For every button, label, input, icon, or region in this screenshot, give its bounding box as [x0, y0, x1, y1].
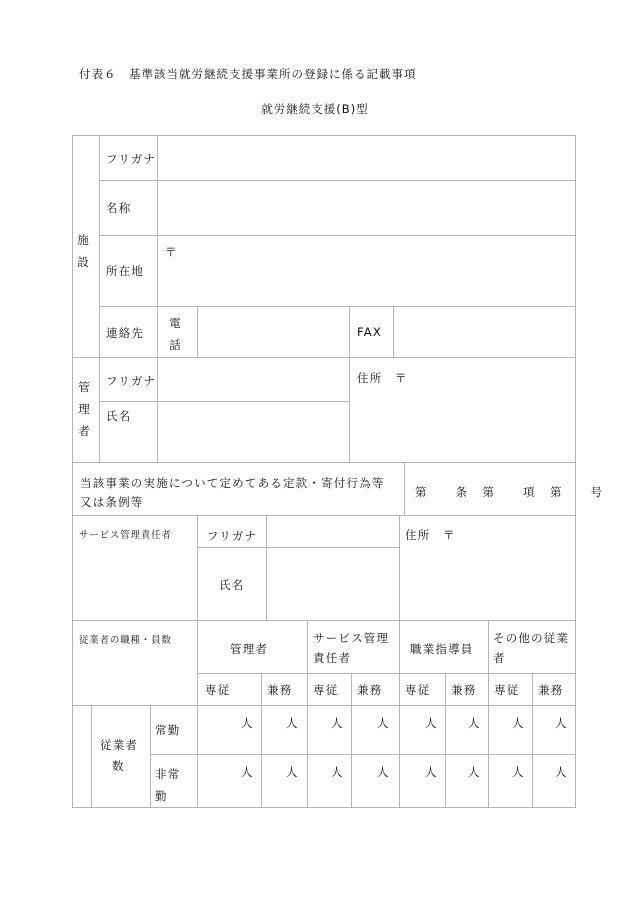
staff-subcol-0-1: 兼務 [267, 683, 293, 697]
manager-furigana-label: フリガナ [106, 374, 157, 388]
staff-count-cell-1-0: 人 [241, 765, 254, 779]
staff-subcol-3-0: 専従 [494, 683, 520, 697]
service-manager-postal-mark: 〒 [443, 528, 456, 542]
staff-count-cell-1-7: 人 [555, 765, 568, 779]
form-subtitle: 就労継続支援(B)型 [261, 102, 369, 116]
regulation-label-line1: 当該事業の実施について定めてある定款・寄付行為等 [80, 476, 385, 490]
staff-subcol-2-0: 専従 [405, 683, 431, 697]
service-manager-label: サービス管理責任者 [79, 530, 172, 541]
staff-subcol-1-1: 兼務 [357, 683, 383, 697]
manager-address-label: 住所 [357, 371, 383, 385]
staff-col-other-staff: その他の従業者 [493, 631, 570, 665]
staff-subcol-3-1: 兼務 [538, 683, 564, 697]
facility-contact-label: 連絡先 [106, 326, 145, 340]
staff-count-cell-1-6: 人 [512, 765, 525, 779]
form-header: 付表６ 基準該当就労継続支援事業所の登録に係る記載事項 [79, 67, 417, 81]
staff-count-cell-1-1: 人 [286, 765, 299, 779]
facility-name-label: 名称 [106, 201, 132, 215]
service-manager-name-label: 氏名 [219, 578, 245, 592]
staff-count-cell-0-6: 人 [512, 716, 525, 730]
staff-count-cell-0-1: 人 [286, 716, 299, 730]
staff-col-service-manager: サービス管理責任者 [313, 631, 390, 665]
staff-count-cell-0-4: 人 [425, 716, 438, 730]
facility-furigana-label: フリガナ [106, 152, 157, 166]
staff-count-cell-0-5: 人 [468, 716, 481, 730]
manager-section-label: 管 理 者 [78, 380, 90, 438]
regulation-article-text: 第 条 第 項 第 号 [415, 485, 604, 499]
staff-col-vocational-instructor: 職業指導員 [410, 642, 474, 656]
manager-postal-mark: 〒 [395, 371, 408, 385]
staff-count-cell-1-5: 人 [468, 765, 481, 779]
facility-phone-label: 電 話 [169, 316, 181, 352]
staff-count-cell-0-7: 人 [555, 716, 568, 730]
staff-count-cell-1-4: 人 [425, 765, 438, 779]
staff-subcol-0-0: 専従 [205, 683, 231, 697]
staff-col-manager: 管理者 [230, 642, 269, 656]
staff-count-cell-1-3: 人 [377, 765, 390, 779]
facility-postal-mark: 〒 [165, 245, 178, 259]
staff-section-label: 従業者の職種・員数 [79, 635, 172, 646]
service-manager-furigana-label: フリガナ [207, 529, 258, 543]
facility-fax-label: FAX [357, 325, 382, 339]
staff-count-label-2: 数 [112, 759, 125, 773]
staff-row-fulltime: 常勤 [155, 723, 181, 737]
staff-subcol-1-0: 専従 [313, 683, 339, 697]
staff-count-cell-1-2: 人 [331, 765, 344, 779]
staff-count-cell-0-0: 人 [241, 716, 254, 730]
staff-row-parttime: 非常勤 [155, 767, 181, 803]
staff-subcol-2-1: 兼務 [451, 683, 477, 697]
service-manager-address-label: 住所 [405, 528, 431, 542]
staff-count-cell-0-3: 人 [377, 716, 390, 730]
regulation-label-line2: 又は条例等 [80, 495, 144, 509]
manager-name-label: 氏名 [106, 409, 132, 423]
staff-count-label-1: 従業者 [100, 738, 139, 752]
staff-count-cell-0-2: 人 [331, 716, 344, 730]
facility-address-label: 所在地 [106, 264, 145, 278]
facility-section-label: 施 設 [77, 233, 89, 269]
